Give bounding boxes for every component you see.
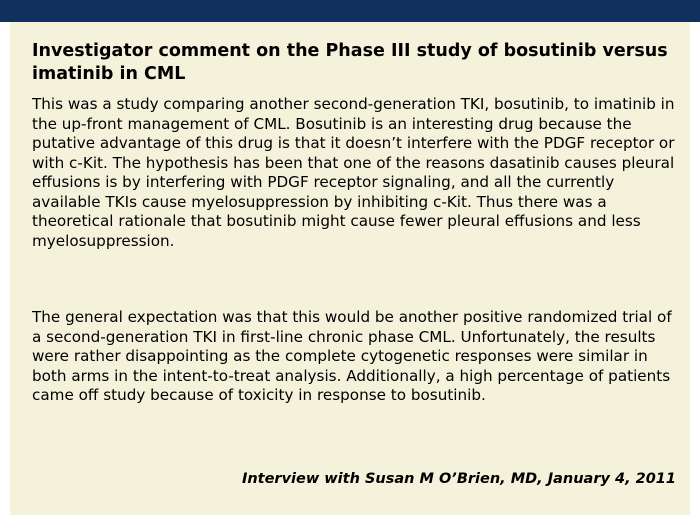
interview-citation: Interview with Susan M O’Brien, MD, January 4, 2011 [241, 471, 676, 487]
slide-panel [10, 22, 690, 515]
body-paragraph-1: This was a study comparing another second-generation TKI, bosutinib, to imatinib in the up-front management of CML. Bosutinib is an interesting drug because the putative advantage of this drug is that it doesn’t interfere with the PDGF receptor or with c-Kit. The hypothesis has been that one of the reasons dasatinib causes pleural effusions is by interfering with PDGF receptor signaling, and all the currently available TKIs cause myelosuppression by inhibiting c-Kit. Thus there was a theoretical rationale that bosutinib might cause fewer pleural effusions and less myelosuppression. [32, 95, 675, 250]
slide-title: Investigator comment on the Phase III study of bosutinib versus imatinib in CML [32, 41, 668, 84]
body-paragraph-2: The general expectation was that this would be another positive randomized trial of a second-generation TKI in first-line chronic phase CML. Unfortunately, the results were rather disappointing as the complete cytogenetic responses were similar in both arms in the intent-to-treat analysis. Additionally, a high percentage of patients came off study because of toxicity in response to bosutinib. [32, 308, 672, 404]
header-bar [0, 0, 700, 22]
